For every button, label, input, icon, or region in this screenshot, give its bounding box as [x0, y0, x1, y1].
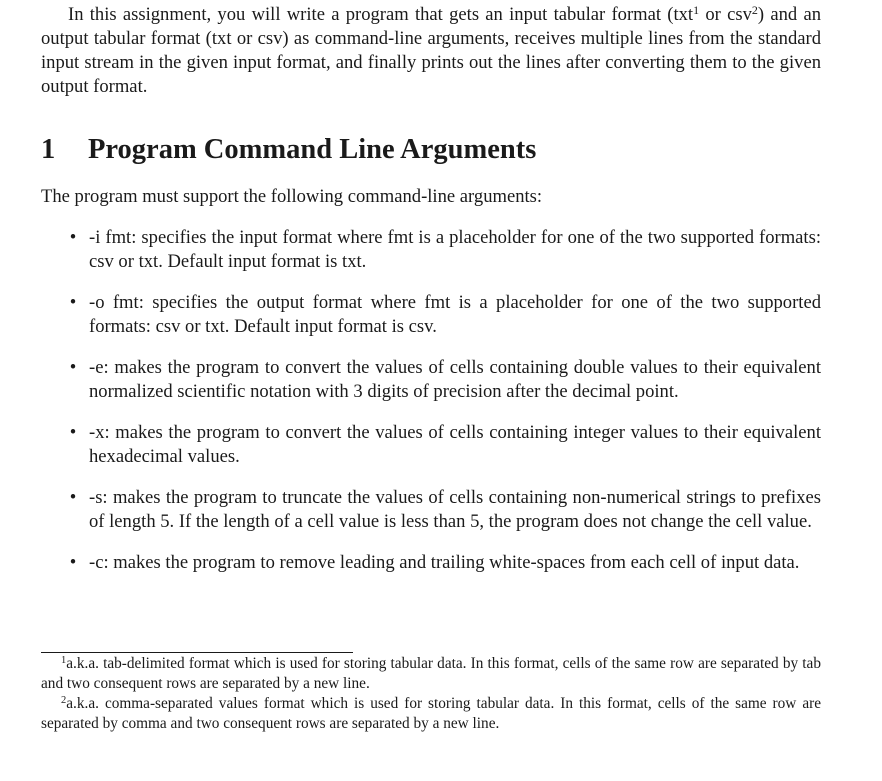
argument-text: -i fmt: specifies the input format where fmt is a placeholder for one of the two supported formats: csv or txt. Default input format is txt.	[89, 227, 821, 272]
bullet-icon: •	[69, 422, 77, 443]
argument-text: -e: makes the program to convert the values of cells containing double values to their equivalent normalized scientific notation with 3 digits of precision after the decimal point.	[89, 357, 821, 402]
bullet-icon: •	[69, 227, 77, 248]
footnote-2	[41, 694, 821, 734]
argument-text: -s: makes the program to truncate the values of cells containing non-numerical strings to prefixes of length 5. If the length of a cell value is less than 5, the program does not change the cell value.	[89, 487, 821, 532]
bullet-icon: •	[69, 487, 77, 508]
argument-item	[41, 421, 821, 469]
bullet-icon: •	[69, 552, 77, 573]
argument-item	[41, 226, 821, 274]
argument-item	[41, 291, 821, 339]
footnote-marker: 2	[61, 695, 67, 706]
section-number: 1	[41, 134, 56, 165]
footnote-divider	[41, 652, 353, 653]
intro-text-end: ) and an output tabular format (txt or csv) as command-line arguments, receives multiple lines from the standard input stream in the given input format, and finally prints out the lines after converting them to the given output format.	[41, 4, 822, 97]
footnote-ref-2: 2	[751, 3, 758, 17]
footnote-text: a.k.a. comma-separated values format which is used for storing tabular data. In this format, cells of the same row are separated by comma and two consequent rows are separated by a new line.	[41, 695, 821, 732]
bullet-icon: •	[69, 292, 77, 313]
footnote-1	[41, 654, 821, 694]
section-heading	[41, 132, 536, 168]
intro-paragraph	[41, 3, 821, 99]
argument-item	[41, 486, 821, 534]
intro-text-middle: or csv	[699, 4, 752, 25]
argument-item	[41, 551, 821, 575]
footnote-ref-1: 1	[693, 3, 700, 17]
argument-text: -o fmt: specifies the output format where fmt is a placeholder for one of the two supported formats: csv or txt. Default input format is csv.	[89, 292, 821, 337]
footnotes	[41, 654, 821, 734]
bullet-icon: •	[69, 357, 77, 378]
argument-text: -c: makes the program to remove leading and trailing white-spaces from each cell of input data.	[89, 552, 800, 573]
argument-item	[41, 356, 821, 404]
section-title: Program Command Line Arguments	[88, 134, 537, 165]
argument-list	[41, 226, 821, 592]
lead-sentence: The program must support the following command-line arguments:	[41, 186, 543, 207]
footnote-text: a.k.a. tab-delimited format which is used for storing tabular data. In this format, cells of the same row are separated by tab and two consequent rows are separated by a new line.	[41, 655, 821, 692]
argument-text: -x: makes the program to convert the values of cells containing integer values to their equivalent hexadecimal values.	[89, 422, 821, 467]
footnote-marker: 1	[61, 655, 67, 666]
intro-text-start: In this assignment, you will write a program that gets an input tabular format (txt	[68, 4, 694, 25]
